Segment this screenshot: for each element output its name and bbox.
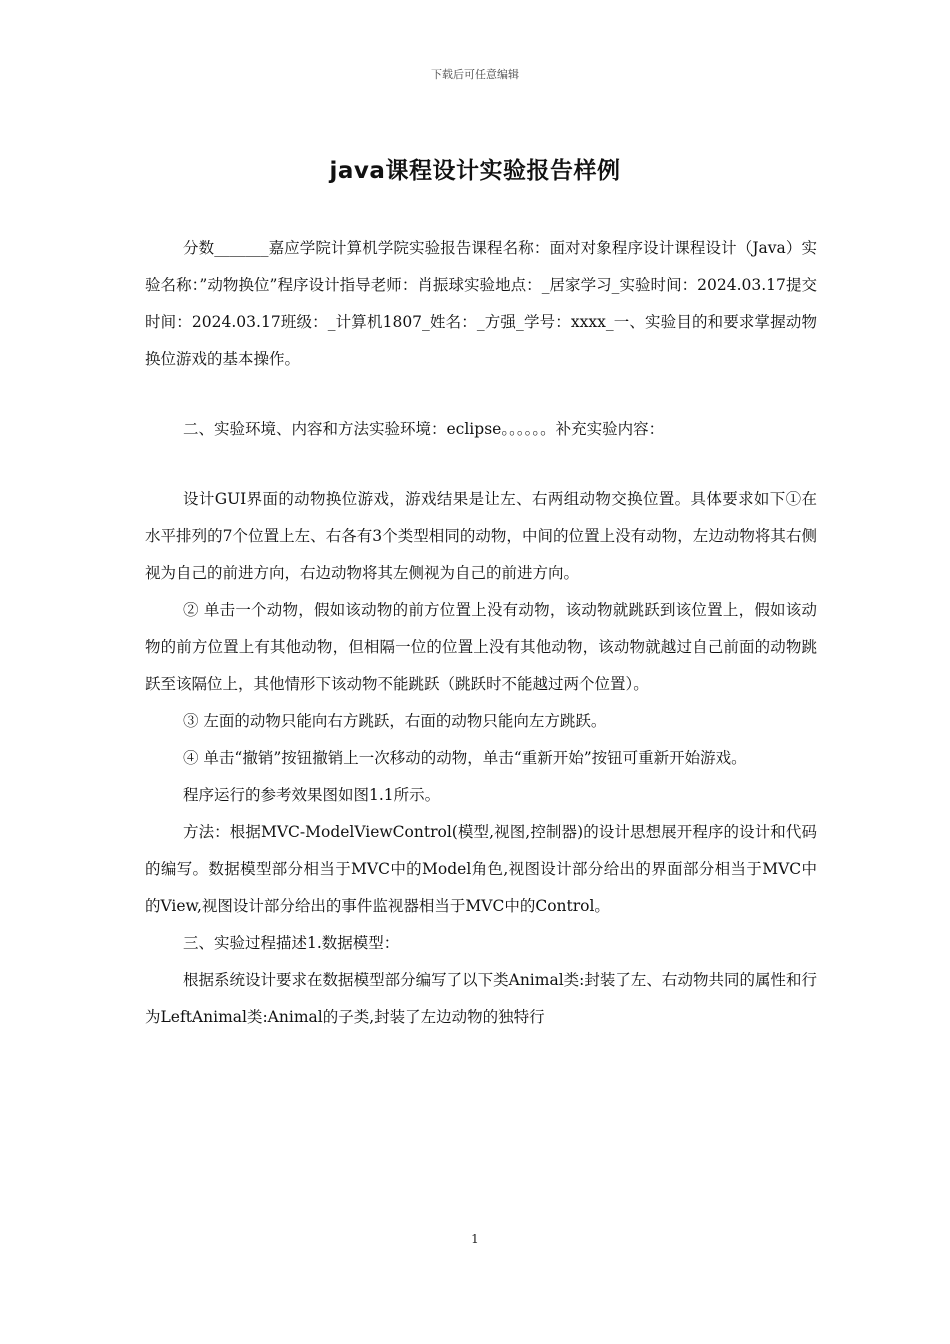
paragraph-section-3: 三、实验过程描述1.数据模型： <box>183 934 400 952</box>
page-header: 下载后可任意编辑 <box>431 68 519 81</box>
paragraph-rule-2: ② 单击一个动物，假如该动物的前方位置上没有动物，该动物就跳跃到该位置上，假如该动物的前方位置上有其他动物，但相隔一位的位置上没有其他动物，该动物就越过自己前面的动物跳跃至该隔位上，其他情形下该动物不能跳跃（跳跃时不能越过两个位置）。 <box>145 601 817 693</box>
paragraph-environment: 二、实验环境、内容和方法实验环境：eclipse。。。。。。补充实验内容： <box>183 420 665 438</box>
paragraph-rule-3: ③ 左面的动物只能向右方跳跃，右面的动物只能向左方跳跃。 <box>183 712 607 730</box>
paragraph-rule-4: ④ 单击“撤销”按钮撤销上一次移动的动物，单击“重新开始”按钮可重新开始游戏。 <box>183 749 747 767</box>
page-number: 1 <box>471 1232 479 1246</box>
paragraph-report-info: 分数_______嘉应学院计算机学院实验报告课程名称：面对对象程序设计课程设计（Java）实验名称：”动物换位”程序设计指导老师：肖振球实验地点：_居家学习_实验时间：2024.03.17提交时间：2024.03.17班级：_计算机1807_姓名：_方强_学号：xxxx_一、实验目的和要求掌握动物换位游戏的基本操作。 <box>145 239 817 368</box>
paragraph-data-model: 根据系统设计要求在数据模型部分编写了以下类Animal类:封装了左、右动物共同的属性和行为LeftAnimal类:Animal的子类,封装了左边动物的独特行 <box>145 971 817 1026</box>
document-body <box>145 230 817 1036</box>
document-title: java课程设计实验报告样例 <box>329 158 621 184</box>
paragraph-method: 方法：根据MVC-ModelViewControl(模型,视图,控制器)的设计思想展开程序的设计和代码的编写。数据模型部分相当于MVC中的Model角色,视图设计部分给出的界面部分相当于MVC中的View,视图设计部分给出的事件监视器相当于MVC中的Control。 <box>145 823 817 915</box>
paragraph-figure-ref: 程序运行的参考效果图如图1.1所示。 <box>183 786 441 804</box>
paragraph-game-design: 设计GUI界面的动物换位游戏，游戏结果是让左、右两组动物交换位置。具体要求如下①在水平排列的7个位置上左、右各有3个类型相同的动物，中间的位置上没有动物，左边动物将其右侧视为自己的前进方向，右边动物将其左侧视为自己的前进方向。 <box>145 490 817 582</box>
